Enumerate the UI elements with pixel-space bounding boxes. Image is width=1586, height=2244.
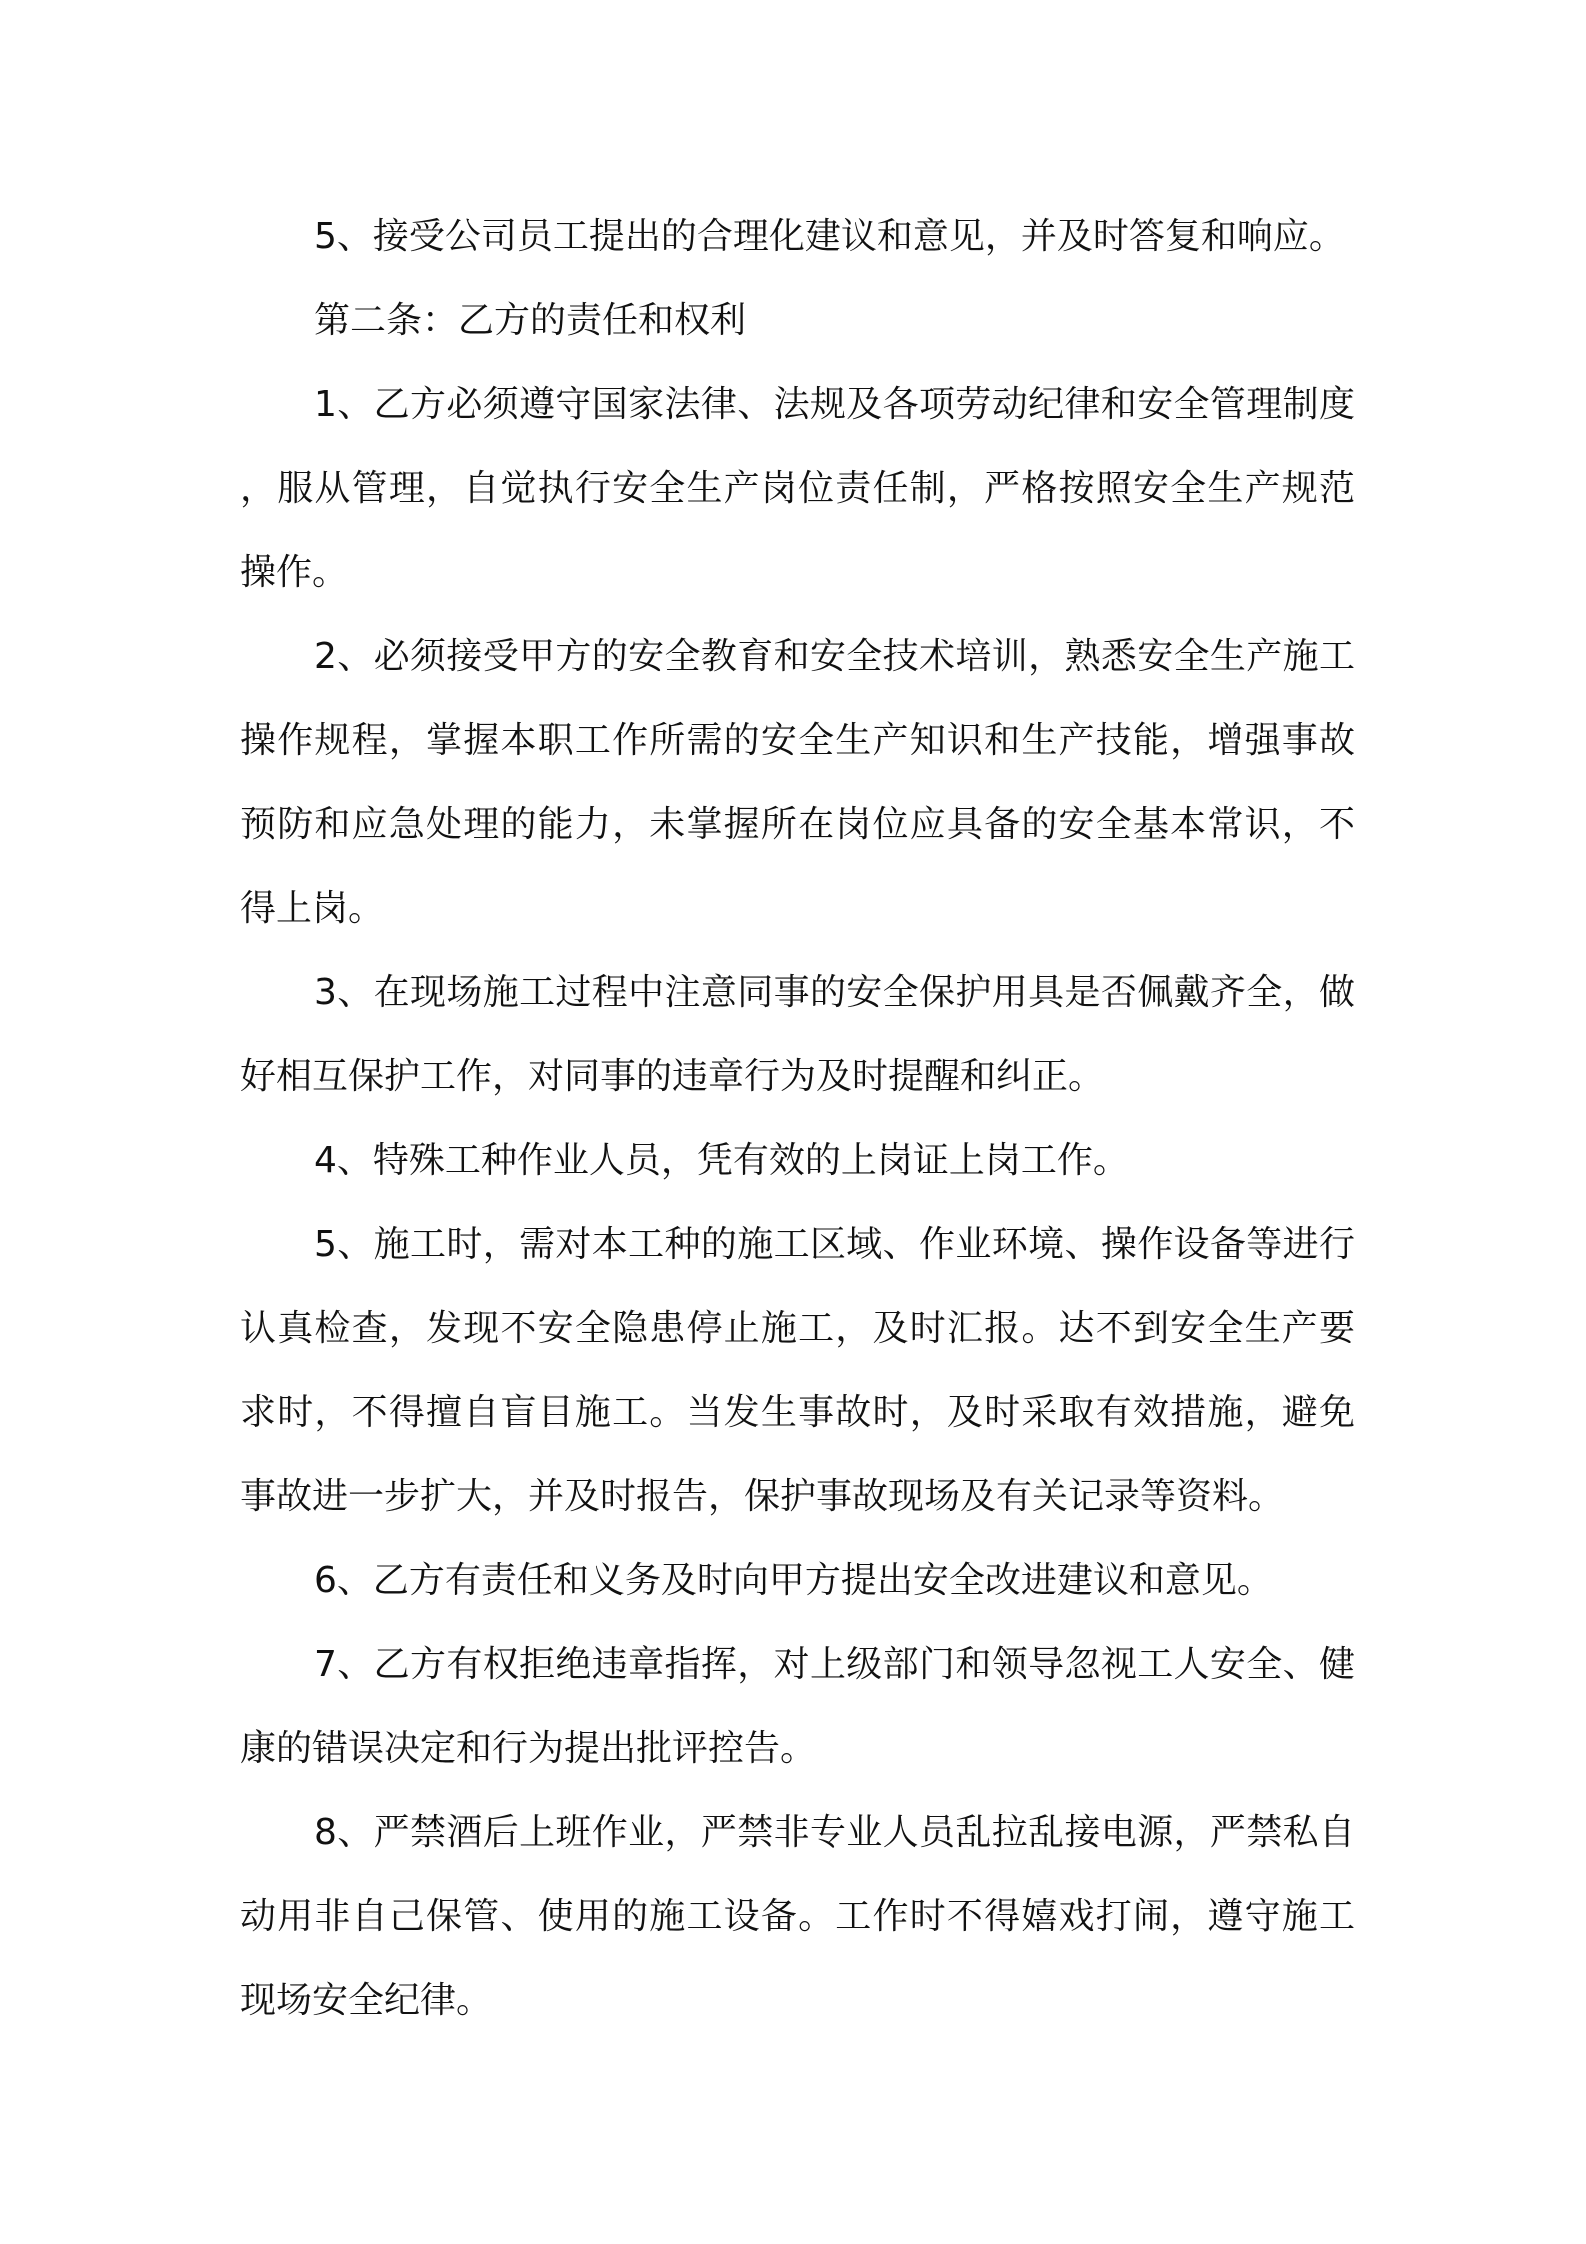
document-body [240,195,1355,2043]
paragraph-item-4: 4、特殊工种作业人员，凭有效的上岗证上岗工作。 [314,1140,1129,1181]
paragraph-item-3: 3、在现场施工过程中注意同事的安全保护用具是否佩戴齐全，做好相互保护工作，对同事的违章行为及时提醒和纠正。 [240,972,1355,1097]
paragraph-item-8: 8、严禁酒后上班作业，严禁非专业人员乱拉乱接电源，严禁私自动用非自己保管、使用的施工设备。工作时不得嬉戏打闹，遵守施工现场安全纪律。 [240,1812,1355,2021]
paragraph-clause-1-item-5: 5、接受公司员工提出的合理化建议和意见，并及时答复和响应。 [314,216,1345,257]
paragraph-item-1: 1、乙方必须遵守国家法律、法规及各项劳动纪律和安全管理制度，服从管理，自觉执行安全生产岗位责任制，严格按照安全生产规范操作。 [240,384,1355,593]
section-heading-article-2: 第二条：乙方的责任和权利 [314,300,747,341]
paragraph-item-5: 5、施工时，需对本工种的施工区域、作业环境、操作设备等进行认真检查，发现不安全隐患停止施工，及时汇报。达不到安全生产要求时，不得擅自盲目施工。当发生事故时，及时采取有效措施，避免事故进一步扩大，并及时报告，保护事故现场及有关记录等资料。 [240,1224,1355,1517]
paragraph-item-6: 6、乙方有责任和义务及时向甲方提出安全改进建议和意见。 [314,1560,1273,1601]
paragraph-item-2: 2、必须接受甲方的安全教育和安全技术培训，熟悉安全生产施工操作规程，掌握本职工作所需的安全生产知识和生产技能，增强事故预防和应急处理的能力，未掌握所在岗位应具备的安全基本常识，不得上岗。 [240,636,1355,929]
paragraph-item-7: 7、乙方有权拒绝违章指挥，对上级部门和领导忽视工人安全、健康的错误决定和行为提出批评控告。 [240,1644,1355,1769]
